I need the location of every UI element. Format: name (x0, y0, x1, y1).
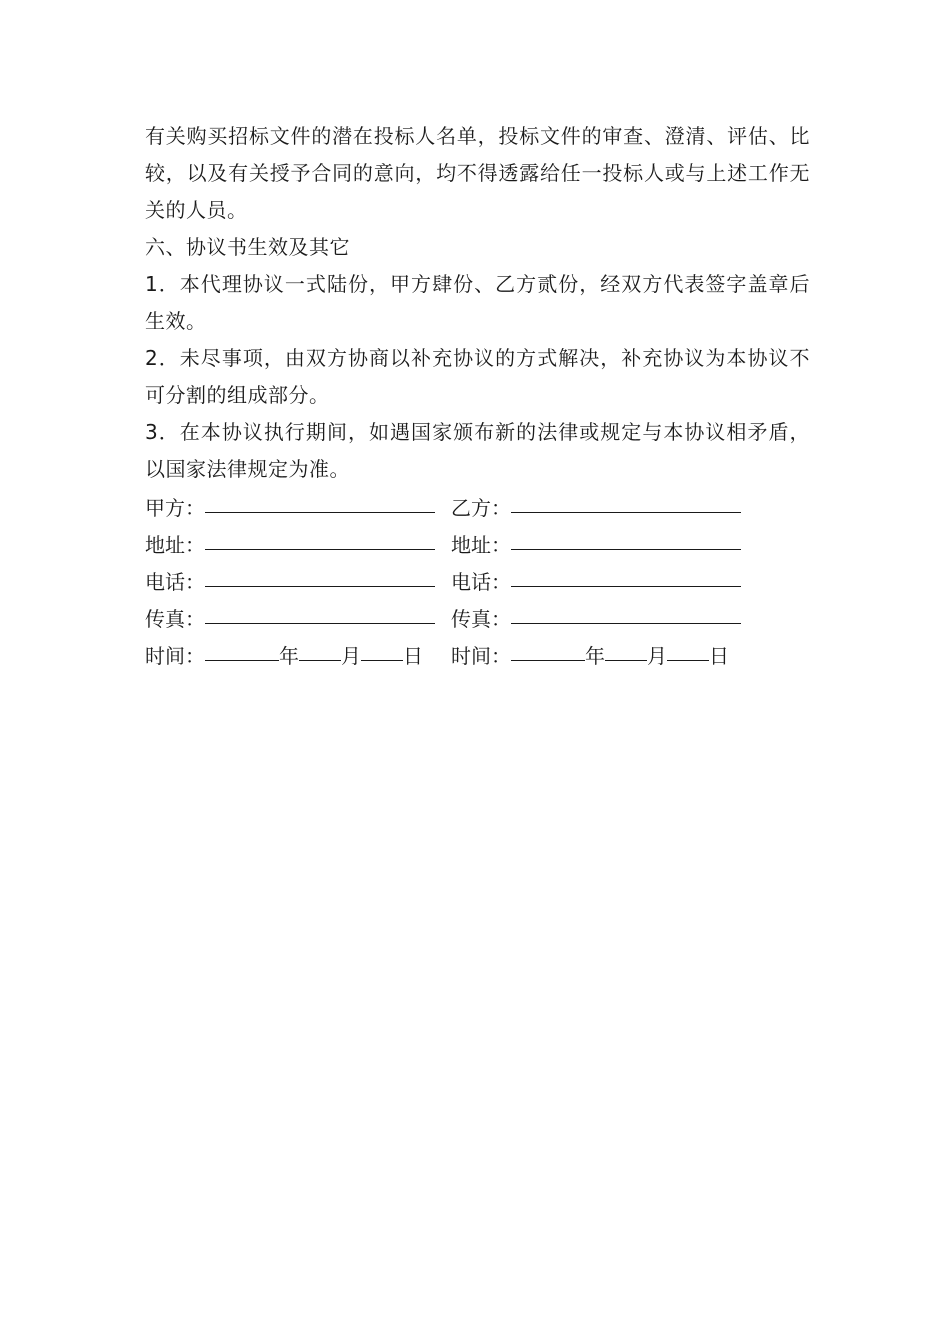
signature-block (145, 484, 805, 669)
party-a-label: 甲方： (145, 496, 205, 520)
party-b-blank (511, 511, 741, 513)
phone-a-blank (205, 585, 435, 587)
date-a-year-blank (205, 659, 279, 661)
phone-b-blank (511, 585, 741, 587)
phone-b-cell (451, 566, 757, 595)
address-a-label: 地址： (145, 533, 205, 557)
date-b-month-label: 月 (647, 644, 667, 668)
address-a-blank (205, 548, 435, 550)
party-b-label: 乙方： (451, 496, 511, 520)
signature-row-date (145, 632, 805, 669)
party-a-blank (205, 511, 435, 513)
fax-b-label: 传真： (451, 607, 511, 631)
paragraph-confidentiality: 有关购买招标文件的潜在投标人名单，投标文件的审查、澄清、评估、比较，以及有关授予合同的意向，均不得透露给任一投标人或与上述工作无关的人员。 (145, 124, 810, 222)
date-b-year-blank (511, 659, 585, 661)
address-a-cell (145, 529, 451, 558)
party-b-cell (451, 492, 757, 521)
date-a-cell (145, 640, 451, 669)
phone-a-cell (145, 566, 451, 595)
date-a-day-label: 日 (403, 644, 423, 668)
fax-b-blank (511, 622, 741, 624)
date-b-month-blank (605, 659, 647, 661)
fax-a-label: 传真： (145, 607, 205, 631)
date-b-label: 时间： (451, 644, 511, 668)
fax-b-cell (451, 603, 757, 632)
signature-row-fax (145, 595, 805, 632)
date-a-month-label: 月 (341, 644, 361, 668)
date-b-year-label: 年 (585, 644, 605, 668)
clause-3-law: 3．在本协议执行期间，如遇国家颁布新的法律或规定与本协议相矛盾，以国家法律规定为准。 (145, 420, 810, 481)
date-b-cell (451, 640, 757, 669)
document-body (145, 118, 810, 488)
section-heading-effectiveness: 六、协议书生效及其它 (145, 235, 350, 259)
clause-2-supplementary: 2．未尽事项，由双方协商以补充协议的方式解决，补充协议为本协议不可分割的组成部分。 (145, 346, 810, 407)
clause-1-copies: 1．本代理协议一式陆份，甲方肆份、乙方贰份，经双方代表签字盖章后生效。 (145, 272, 810, 333)
date-a-label: 时间： (145, 644, 205, 668)
signature-row-address (145, 521, 805, 558)
address-b-label: 地址： (451, 533, 511, 557)
address-b-blank (511, 548, 741, 550)
date-b-day-blank (667, 659, 709, 661)
party-a-cell (145, 492, 451, 521)
date-a-year-label: 年 (279, 644, 299, 668)
signature-row-party (145, 484, 805, 521)
signature-row-phone (145, 558, 805, 595)
address-b-cell (451, 529, 757, 558)
date-b-day-label: 日 (709, 644, 729, 668)
phone-b-label: 电话： (451, 570, 511, 594)
fax-a-blank (205, 622, 435, 624)
date-a-day-blank (361, 659, 403, 661)
date-a-month-blank (299, 659, 341, 661)
phone-a-label: 电话： (145, 570, 205, 594)
fax-a-cell (145, 603, 451, 632)
